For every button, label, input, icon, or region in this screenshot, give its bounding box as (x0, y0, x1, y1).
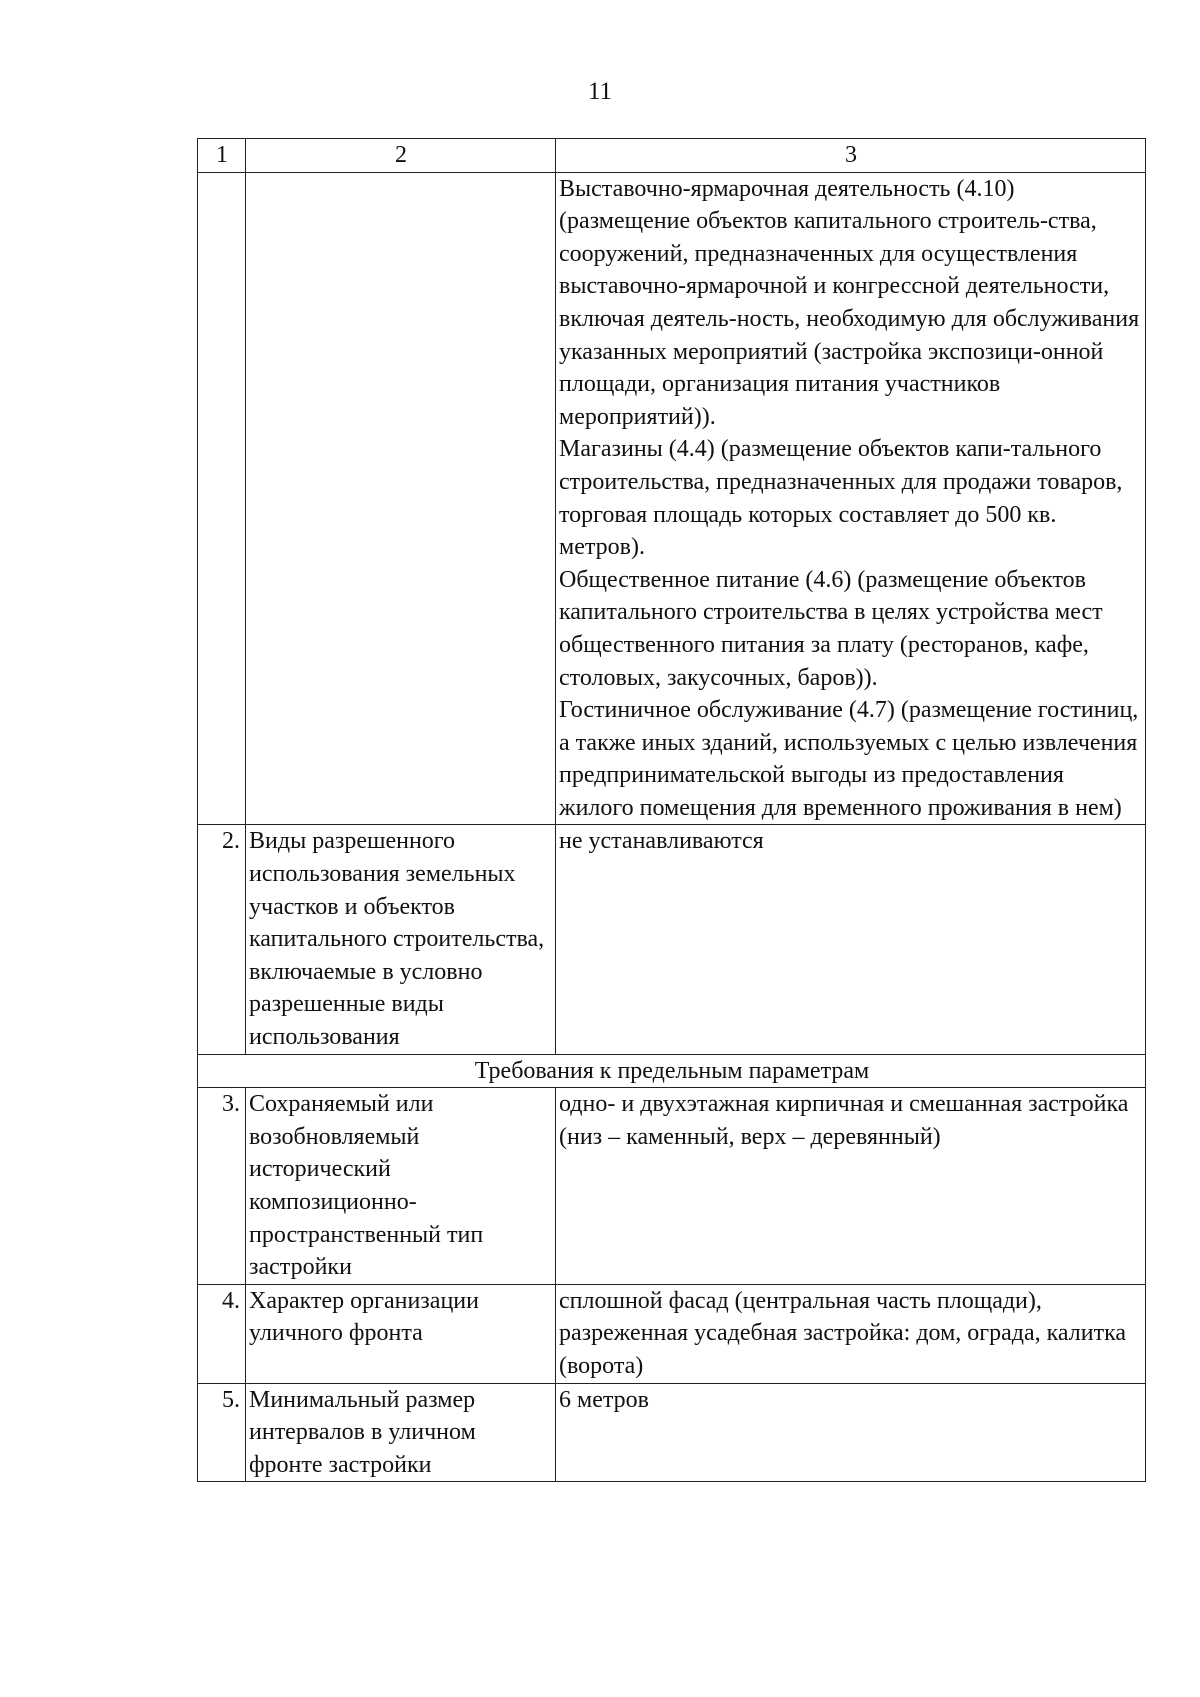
permitted-use-catering: Общественное питание (4.6) (размещение объектов капитального строительства в целях устройства мест общественного питания за плату (ресторанов, кафе, столовых, закусочных, баров)). (559, 566, 1103, 691)
regulations-table (197, 138, 1146, 1482)
row-number (198, 172, 246, 825)
table-row-3 (198, 1088, 1146, 1285)
row-number: 5. (198, 1383, 246, 1482)
permitted-use-exhibition: Выставочно-ярмарочная деятельность (4.10) (размещение объектов капитального строитель-ства, сооружений, предназначенных для осуществления выставочно-ярмарочной и конгрессной деятельности, включая деятель-ность, необходимую для обслуживания указанных мероприятий (застройка экспозици-онной площади, организация питания участников мероприятий)). (559, 175, 1140, 430)
row-name: Виды разрешенного использования земельных участков и объектов капитального строительства, включаемые в условно разрешенные виды использования (246, 825, 556, 1054)
header-cell-2: 2 (246, 139, 556, 173)
row-name: Минимальный размер интервалов в уличном фронте застройки (246, 1383, 556, 1482)
row-value: не устанавливаются (556, 825, 1146, 1054)
permitted-use-shops: Магазины (4.4) (размещение объектов капи-тального строительства, предназначенных для продажи товаров, торговая площадь которых составляет до 500 кв. метров). (559, 436, 1123, 561)
row-name: Характер организации уличного фронта (246, 1284, 556, 1383)
row-number: 2. (198, 825, 246, 1054)
row-value: сплошной фасад (центральная часть площади), разреженная усадебная застройка: дом, ограда, калитка (ворота) (556, 1284, 1146, 1383)
row-name: Сохраняемый или возобновляемый исторический композиционно-пространственный тип застройки (246, 1088, 556, 1285)
header-cell-3: 3 (556, 139, 1146, 173)
row-value: одно- и двухэтажная кирпичная и смешанная застройка (низ – каменный, верх – деревянный) (556, 1088, 1146, 1285)
row-value (556, 172, 1146, 825)
table-row-5 (198, 1383, 1146, 1482)
row-number: 4. (198, 1284, 246, 1383)
page-number: 11 (587, 78, 613, 105)
row-value: 6 метров (556, 1383, 1146, 1482)
table-row-4 (198, 1284, 1146, 1383)
section-title: Требования к предельным параметрам (198, 1054, 1146, 1088)
table-row-continuation (198, 172, 1146, 825)
header-cell-1: 1 (198, 139, 246, 173)
table-header-row (198, 139, 1146, 173)
row-number: 3. (198, 1088, 246, 1285)
table-row-2 (198, 825, 1146, 1054)
permitted-use-hotels: Гостиничное обслуживание (4.7) (размещение гостиниц, а также иных зданий, используемых с целью извлечения предпринимательской выгоды из предоставления жилого помещения для временного проживания в нем) (559, 697, 1139, 821)
row-name (246, 172, 556, 825)
section-row (198, 1054, 1146, 1088)
